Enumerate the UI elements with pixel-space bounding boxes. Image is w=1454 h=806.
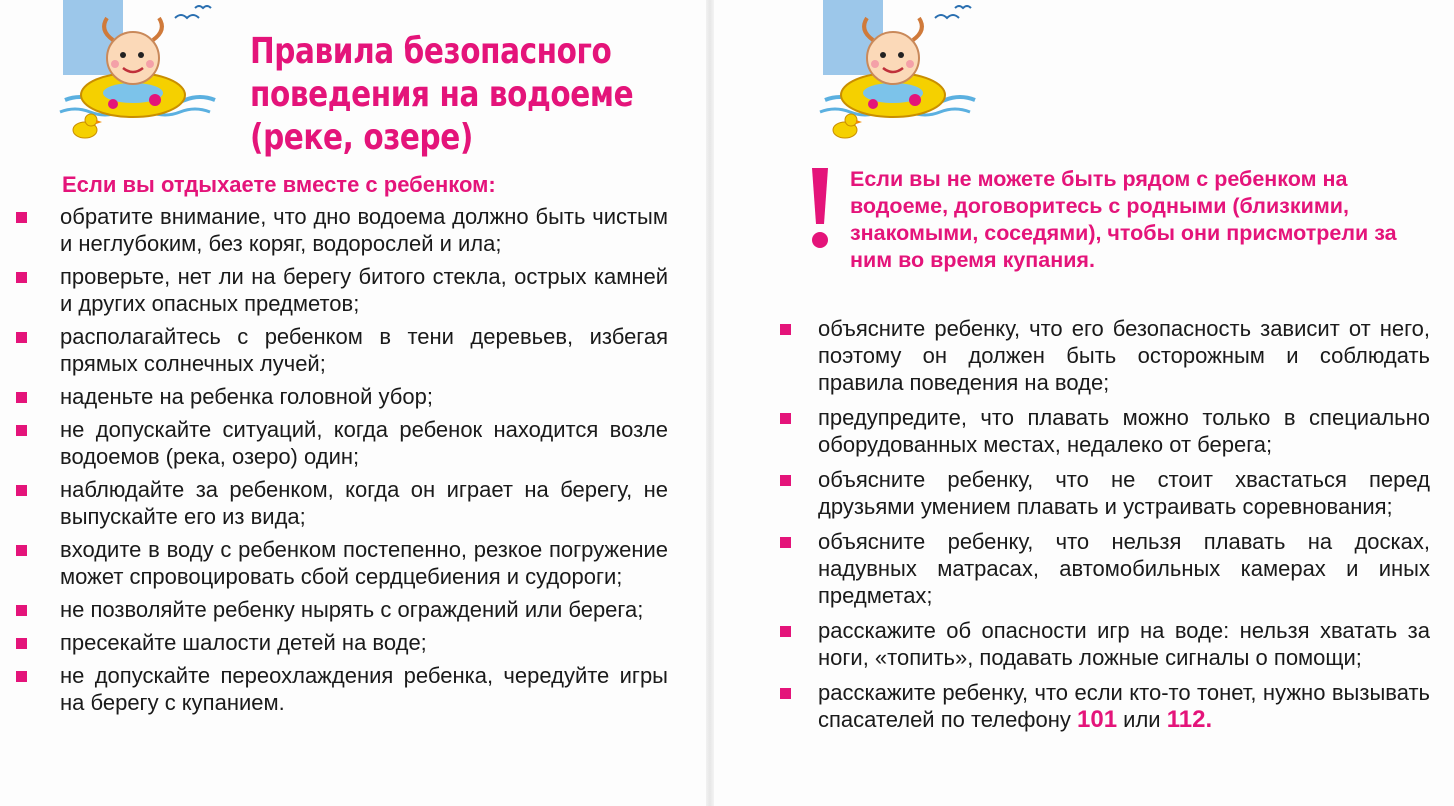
title-line-1: Правила безопасного (250, 31, 612, 72)
warning-note: Если вы не можете быть рядом с ребенком на водоеме, договоритесь с родными (близкими, знакомыми, соседями), чтобы они присмотрели за ним во время купания. (850, 167, 1397, 272)
bullet-icon (16, 671, 27, 682)
bullet-icon (780, 324, 791, 335)
bullet-icon (780, 413, 791, 424)
list-item: объясните ребенку, что его безопасность зависит от него, поэтому он должен быть осторожным и соблюдать правила поведения на воде; (818, 315, 1430, 396)
list-item: не допускайте ситуаций, когда ребенок находится возле водоемов (река, озеро) один; (60, 416, 668, 470)
list-item: не позволяйте ребенку нырять с ограждений или берега; (60, 596, 668, 623)
bullet-icon (16, 638, 27, 649)
list-item: наденьте на ребенка головной убор; (60, 383, 668, 410)
bullet-icon (780, 626, 791, 637)
list-item: предупредите, что плавать можно только в специально оборудованных местах, недалеко от берега; (818, 404, 1430, 458)
left-rules-list (60, 203, 668, 722)
phone-number-101: 101 (1077, 706, 1118, 733)
list-item: расскажите ребенку, что если кто-то тонет, нужно вызывать спасателей по телефону 101 или 112. (818, 679, 1430, 733)
bullet-icon (16, 425, 27, 436)
bullet-icon (16, 272, 27, 283)
bullet-icon (780, 475, 791, 486)
list-item: не допускайте переохлаждения ребенка, чередуйте игры на берегу с купанием. (60, 662, 668, 716)
bullet-icon (780, 688, 791, 699)
intro-heading: Если вы отдыхаете вместе с ребенком: (62, 172, 496, 197)
child-swim-ring-illustration-right (815, 0, 985, 150)
seagull-icon (175, 15, 199, 18)
right-rules-list (818, 315, 1430, 741)
title-line-3: (реке, озере) (250, 117, 473, 158)
bullet-icon (16, 545, 27, 556)
exclamation-icon (808, 166, 832, 255)
page-title (250, 30, 709, 159)
list-item: располагайтесь с ребенком в тени деревьев, избегая прямых солнечных лучей; (60, 323, 668, 377)
phone-number-112: 112. (1166, 706, 1213, 733)
child-swim-ring-illustration (55, 0, 225, 150)
list-item: проверьте, нет ли на берегу битого стекла, острых камней и других опасных предметов; (60, 263, 668, 317)
list-item: расскажите об опасности игр на воде: нельзя хватать за ноги, «топить», подавать ложные сигналы о помощи; (818, 617, 1430, 671)
list-item: объясните ребенку, что не стоит хвастаться перед друзьями умением плавать и устраивать соревнования; (818, 466, 1430, 520)
duck-icon (73, 114, 102, 138)
list-item: пресекайте шалости детей на воде; (60, 629, 668, 656)
list-item: входите в воду с ребенком постепенно, резкое погружение может спровоцировать сбой сердцебиения и судороги; (60, 536, 668, 590)
bullet-icon (16, 332, 27, 343)
list-item: объясните ребенку, что нельзя плавать на досках, надувных матрасах, автомобильных камерах и иных предметах; (818, 528, 1430, 609)
bullet-icon (16, 212, 27, 223)
list-item: обратите внимание, что дно водоема должно быть чистым и неглубоким, без коряг, водорослей и ила; (60, 203, 668, 257)
title-line-2: поведения на водоеме (250, 74, 634, 115)
bullet-icon (16, 392, 27, 403)
list-item: наблюдайте за ребенком, когда он играет на берегу, не выпускайте его из вида; (60, 476, 668, 530)
bullet-icon (16, 605, 27, 616)
bullet-icon (780, 537, 791, 548)
bullet-icon (16, 485, 27, 496)
